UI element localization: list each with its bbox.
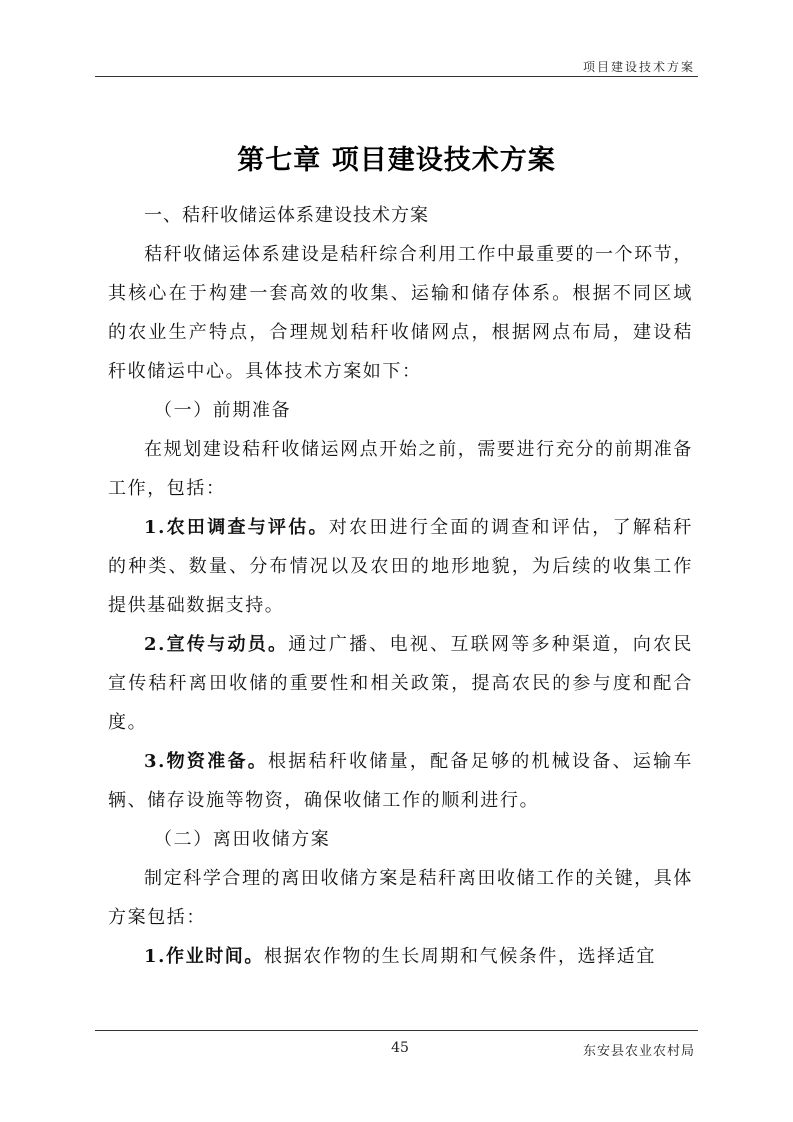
preparation-intro-paragraph: 在规划建设秸秆收储运网点开始之前，需要进行充分的前期准备工作，包括： — [108, 439, 693, 499]
footer-organization: 东安县农业农村局 — [582, 1044, 695, 1059]
section-heading: 一、秸秆收储运体系建设技术方案 — [144, 205, 429, 226]
running-header: 项目建设技术方案 — [582, 60, 695, 74]
numbered-item-title: 1.农田调查与评估。 — [144, 517, 329, 538]
body-text — [108, 196, 693, 976]
numbered-item-title: 2.宣传与动员。 — [144, 634, 289, 655]
footer-divider — [95, 1030, 698, 1031]
numbered-item — [108, 625, 693, 742]
numbered-item-text: 根据秸秆收储量，配备足够的机械设备、运输车辆、储存设施等物资，确保收储工作的顺利进行。 — [108, 751, 693, 811]
numbered-item-title: 3.物资准备。 — [144, 751, 269, 772]
subsection-heading-preparation: （一）前期准备 — [154, 400, 292, 421]
numbered-item — [108, 742, 693, 820]
subsection-heading-storage: （二）离田收储方案 — [154, 829, 331, 850]
numbered-item-title: 1.作业时间。 — [144, 946, 264, 967]
chapter-title: 第七章 项目建设技术方案 — [237, 145, 556, 176]
numbered-item-text: 根据农作物的生长周期和气候条件，选择适宜 — [264, 946, 656, 967]
header-divider — [95, 76, 698, 77]
page-number: 45 — [391, 1040, 409, 1056]
section-intro-paragraph: 秸秆收储运体系建设是秸秆综合利用工作中最重要的一个环节，其核心在于构建一套高效的收集、运输和储存体系。根据不同区域的农业生产特点，合理规划秸秆收储网点，根据网点布局，建设秸秆收储运中心。具体技术方案如下： — [108, 244, 693, 382]
numbered-item — [108, 508, 693, 625]
storage-intro-paragraph: 制定科学合理的离田收储方案是秸秆离田收储工作的关键，具体方案包括： — [108, 868, 693, 928]
numbered-item-text: 对农田进行全面的调查和评估，了解秸秆的种类、数量、分布情况以及农田的地形地貌，为后续的收集工作提供基础数据支持。 — [108, 517, 693, 616]
numbered-item-text: 通过广播、电视、互联网等多种渠道，向农民宣传秸秆离田收储的重要性和相关政策，提高农民的参与度和配合度。 — [108, 634, 693, 733]
numbered-item — [108, 937, 693, 976]
